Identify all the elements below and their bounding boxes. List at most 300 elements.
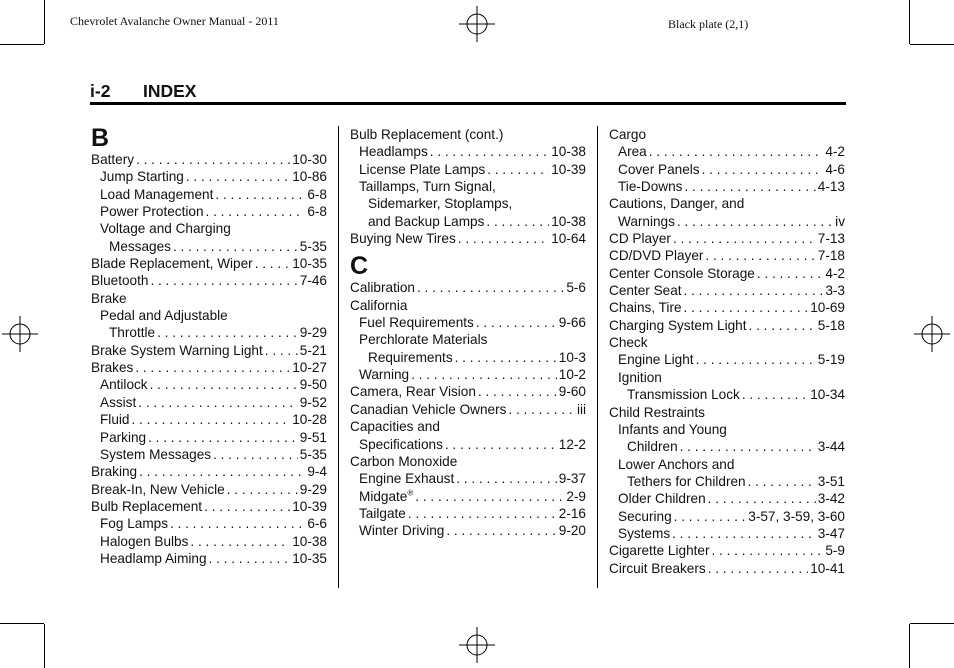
index-entry: [91, 168, 327, 185]
index-entry-term: [618, 369, 662, 386]
leader-dots: [213, 446, 298, 463]
index-entry-term-text: Fuel Requirements: [359, 315, 474, 331]
index-entry-term-text: Chains, Tire: [609, 300, 682, 316]
index-entry-term: [350, 401, 506, 418]
index-entry-term-text: Power Protection: [100, 204, 204, 220]
index-entry-term: [618, 178, 682, 195]
crop-mark: [909, 0, 910, 44]
index-entry-term: [627, 438, 678, 455]
index-entry-term: [618, 421, 727, 438]
leader-dots: [680, 438, 816, 455]
index-entry-page[interactable]: 10-64: [551, 231, 586, 247]
leader-dots: [684, 299, 809, 316]
index-entry-term: [618, 456, 734, 473]
index-entry-term-text: Load Management: [100, 186, 214, 202]
leader-dots: [408, 505, 557, 522]
index-entry-page[interactable]: 3-42: [817, 491, 845, 507]
index-entry-term-text: Battery: [91, 152, 135, 167]
index-entry: [91, 186, 327, 203]
index-entry-page[interactable]: 9-52: [299, 394, 327, 410]
index-entry-term-text: Carbon Monoxide: [350, 453, 458, 469]
index-entry-page[interactable]: 10-86: [292, 169, 327, 185]
index-entry-page[interactable]: 10-39: [551, 161, 586, 177]
index-entry-term: [609, 247, 703, 264]
index-entry: [609, 334, 845, 351]
leader-dots: [708, 560, 809, 577]
index-entry-term: [359, 522, 444, 539]
leader-dots: [742, 386, 808, 403]
index-entry-term-text: and Backup Lamps: [368, 213, 485, 229]
index-entry: [91, 151, 327, 168]
leader-dots: [157, 324, 298, 341]
index-entry-page[interactable]: 10-38: [551, 213, 586, 229]
index-entry-page[interactable]: 9-51: [299, 429, 327, 445]
index-entry-term-text: Taillamps, Turn Signal,: [359, 179, 496, 195]
index-column-1: [91, 126, 327, 567]
index-entry-term: [618, 490, 706, 507]
index-entry-term: [100, 186, 213, 203]
column-divider: [338, 126, 339, 588]
index-entry-term: [609, 404, 705, 421]
index-entry: [350, 213, 586, 230]
index-entry-page[interactable]: 9-29: [299, 325, 327, 341]
index-entry-term-text: Bluetooth: [91, 273, 149, 289]
index-entry-term-text: Pedal and Adjustable: [100, 308, 228, 324]
leader-dots: [649, 143, 824, 160]
index-entry-term: [100, 307, 228, 324]
index-entry-term-text: Charging System Light: [609, 317, 747, 333]
index-entry-term-text: Voltage and Charging: [100, 221, 231, 237]
index-entry-term-text: Fluid: [100, 412, 130, 428]
leader-dots: [478, 383, 557, 400]
index-entry-term-text: Messages: [109, 238, 171, 254]
index-entry-term: [609, 334, 648, 351]
leader-dots: [455, 349, 557, 366]
index-entry-page[interactable]: 10-3: [558, 349, 586, 365]
index-entry-term-text: Check: [609, 335, 648, 351]
leader-dots: [712, 542, 824, 559]
index-entry-term: [350, 453, 457, 470]
index-entry-term-text: Camera, Rear Vision: [350, 384, 476, 400]
index-entry-term-text: Specifications: [359, 436, 443, 452]
crop-mark: [910, 623, 954, 624]
index-entry-term: [100, 411, 129, 428]
index-entry-page[interactable]: 10-35: [292, 256, 327, 272]
index-entry-page[interactable]: 7-18: [817, 248, 845, 264]
index-entry-page[interactable]: 10-28: [292, 412, 327, 428]
index-entry: [350, 522, 586, 539]
index-entry-term-text: Warning: [359, 367, 410, 383]
index-entry-term-text: Center Seat: [609, 283, 682, 299]
index-entry-term: [100, 220, 231, 237]
index-entry-term-text: Area: [618, 144, 647, 160]
index-entry: [609, 421, 845, 438]
index-entry: [91, 342, 327, 359]
index-entry: [350, 331, 586, 348]
index-entry-term: [609, 560, 706, 577]
column-divider: [597, 126, 598, 588]
index-entry-term-text: License Plate Lamps: [359, 161, 486, 177]
index-entry: [91, 203, 327, 220]
index-entry-page[interactable]: 5-19: [817, 352, 845, 368]
index-entry: [609, 369, 845, 386]
index-entry-term-text: Infants and Young: [618, 421, 727, 437]
index-entry: [91, 255, 327, 272]
index-entry-term: [359, 366, 409, 383]
index-entry-term: [359, 505, 406, 522]
index-column-3: [609, 126, 845, 577]
index-entry-page[interactable]: iii: [576, 401, 586, 417]
index-entry-term-text: Requirements: [368, 349, 453, 365]
index-entry-term: [91, 151, 134, 168]
index-entry-term-text: Fog Lamps: [100, 516, 169, 532]
index-entry-term: [609, 299, 682, 316]
index-entry: [91, 307, 327, 324]
index-entry-term-text: CD Player: [609, 231, 671, 247]
index-entry-term: [609, 265, 755, 282]
index-entry-term: [100, 550, 207, 567]
leader-dots: [190, 533, 290, 550]
crop-mark: [0, 44, 44, 45]
leader-dots: [209, 550, 291, 567]
index-entry-page[interactable]: 4-13: [817, 179, 845, 195]
crop-mark: [44, 624, 45, 668]
index-entry-term-text: Lower Anchors and: [618, 456, 735, 472]
index-entry-term: [100, 429, 146, 446]
leader-dots: [445, 436, 557, 453]
leader-dots: [135, 359, 290, 376]
index-entry-term: [359, 436, 443, 453]
index-entry-term-text: Assist: [100, 394, 137, 410]
index-entry-term: [100, 533, 188, 550]
index-entry-page[interactable]: 10-27: [292, 360, 327, 376]
index-entry: [350, 366, 586, 383]
page-number: i-2: [90, 81, 111, 101]
index-entry-page[interactable]: 10-39: [292, 498, 327, 514]
index-entry: [609, 178, 845, 195]
index-entry-term: [350, 418, 440, 435]
index-entry-term: [100, 515, 168, 532]
index-entry-term: [350, 279, 415, 296]
leader-dots: [684, 282, 824, 299]
index-entry-term-text: Cargo: [609, 127, 647, 142]
index-entry: [609, 126, 845, 143]
index-entry-page[interactable]: 9-20: [558, 523, 586, 539]
index-column-2: [350, 126, 586, 540]
index-entry-term-text: Bulb Replacement: [91, 498, 203, 514]
index-entry-term: [100, 376, 148, 393]
index-entry: [609, 282, 845, 299]
index-entry-term: [618, 525, 670, 542]
plate-label: Black plate (2,1): [668, 17, 749, 31]
leader-dots: [139, 463, 305, 480]
index-entry: [609, 386, 845, 403]
index-entry-term: [359, 488, 413, 505]
index-entry-page[interactable]: 2-16: [558, 505, 586, 521]
index-entry: [609, 560, 845, 577]
index-entry-term-text: Older Children: [618, 491, 706, 507]
index-entry-term-text: Brake System Warning Light: [91, 342, 263, 358]
index-entry-page[interactable]: 9-50: [299, 377, 327, 393]
index-entry-term-text: Braking: [91, 464, 138, 480]
index-entry-term-text: Systems: [618, 525, 671, 541]
index-entry-page[interactable]: 3-57, 3-59, 3-60: [748, 508, 845, 524]
index-entry-term-text: Buying New Tires: [350, 231, 456, 247]
leader-dots: [677, 213, 833, 230]
index-entry-page[interactable]: 3-47: [817, 525, 845, 541]
index-entry-term: [100, 203, 204, 220]
index-entry-term: [618, 161, 700, 178]
index-entry-page[interactable]: 10-38: [551, 144, 586, 160]
index-entry-term: [350, 230, 456, 247]
index-entry-term-text: Cautions, Danger, and: [609, 196, 745, 212]
index-entry-page[interactable]: 9-37: [558, 471, 586, 487]
index-entry-page[interactable]: 2-9: [566, 488, 586, 504]
leader-dots: [148, 429, 298, 446]
crop-mark: [0, 623, 44, 624]
index-entry-term-text: Tethers for Children: [627, 473, 746, 489]
index-entry-term: [609, 230, 671, 247]
registration-mark-icon: [914, 316, 950, 352]
index-entry-term-text: Engine Exhaust: [359, 471, 455, 487]
index-entry-term: [368, 349, 453, 366]
index-entry-page[interactable]: 5-9: [825, 543, 845, 559]
index-entry-term: [350, 383, 476, 400]
index-entry: [609, 265, 845, 282]
index-entry-page[interactable]: 10-38: [292, 533, 327, 549]
index-entry: [350, 505, 586, 522]
index-entry: [350, 161, 586, 178]
leader-dots: [705, 247, 815, 264]
index-entry: [350, 453, 586, 470]
leader-dots: [150, 376, 298, 393]
leader-dots: [138, 394, 298, 411]
index-entry: [609, 213, 845, 230]
index-entry-term: [91, 359, 133, 376]
leader-dots: [696, 351, 816, 368]
index-entry-page[interactable]: 5-18: [817, 317, 845, 333]
index-entry-term: [100, 168, 184, 185]
index-entry-page[interactable]: 4-2: [825, 144, 845, 160]
leader-dots: [265, 342, 298, 359]
index-entry-page[interactable]: 10-35: [292, 550, 327, 566]
leader-dots: [486, 213, 549, 230]
leader-dots: [173, 238, 298, 255]
index-entry-page[interactable]: 9-66: [558, 315, 586, 331]
index-entry-term-text: Center Console Storage: [609, 265, 755, 281]
index-entry-page[interactable]: 9-4: [307, 464, 327, 480]
index-entry-page[interactable]: 10-34: [810, 387, 845, 403]
index-entry-term-text: Calibration: [350, 280, 415, 296]
index-entry-term: [609, 195, 744, 212]
index-entry-page[interactable]: 10-2: [558, 367, 586, 383]
index-entry-term: [359, 470, 454, 487]
leader-dots: [673, 230, 816, 247]
leader-dots: [674, 508, 747, 525]
leader-dots: [204, 498, 290, 515]
index-entry-page[interactable]: iv: [835, 213, 845, 229]
leader-dots: [508, 401, 575, 418]
index-entry-term: [91, 272, 148, 289]
index-entry: [91, 550, 327, 567]
index-entry: [91, 446, 327, 463]
index-entry-term-text: Halogen Bulbs: [100, 533, 189, 549]
leader-dots: [215, 186, 305, 203]
index-entry: [609, 161, 845, 178]
index-entry-term: [368, 195, 512, 212]
index-entry-page[interactable]: 5-21: [299, 342, 327, 358]
index-entry-term: [627, 473, 746, 490]
crop-mark: [44, 0, 45, 44]
leader-dots: [757, 265, 824, 282]
index-entry-term-text: Securing: [618, 508, 672, 524]
index-entry: [350, 383, 586, 400]
index-entry: [91, 411, 327, 428]
index-entry-term-text: Cover Panels: [618, 161, 700, 177]
index-entry-term-text: Blade Replacement, Wiper: [91, 256, 253, 272]
index-entry-page[interactable]: 3-51: [817, 473, 845, 489]
index-entry-term: [100, 446, 211, 463]
index-entry-page[interactable]: 10-41: [810, 560, 845, 576]
index-entry-page[interactable]: 5-35: [299, 446, 327, 462]
leader-dots: [255, 255, 291, 272]
index-entry-term-text: Tie-Downs: [618, 179, 683, 195]
registration-mark-icon: [459, 627, 495, 663]
index-entry: [350, 488, 586, 505]
index-entry: [91, 498, 327, 515]
manual-title: Chevrolet Avalanche Owner Manual - 2011: [70, 14, 279, 28]
index-entry-term: [91, 481, 225, 498]
index-entry: [350, 195, 586, 212]
index-entry-page[interactable]: 9-29: [299, 481, 327, 497]
registration-mark-icon: [2, 316, 38, 352]
index-entry-term-text: Cigarette Lighter: [609, 543, 710, 559]
index-entry-term: [609, 317, 747, 334]
leader-dots: [411, 366, 557, 383]
index-entry: [609, 508, 845, 525]
leader-dots: [415, 488, 564, 505]
index-entry-page[interactable]: 7-46: [299, 273, 327, 289]
section-title: INDEX: [143, 81, 197, 101]
index-entry-term: [359, 331, 487, 348]
index-entry-page[interactable]: 4-2: [825, 265, 845, 281]
index-entry: [609, 525, 845, 542]
index-entry-page[interactable]: 5-6: [566, 280, 586, 296]
index-entry-page[interactable]: 10-69: [810, 300, 845, 316]
index-entry: [350, 349, 586, 366]
index-entry-term-text: Jump Starting: [100, 169, 184, 185]
index-entry-term-text: Child Restraints: [609, 404, 705, 420]
index-entry-term: [91, 255, 253, 272]
registered-mark: ®: [407, 488, 414, 497]
index-entry: [609, 230, 845, 247]
index-entry-term-text: Parking: [100, 429, 147, 445]
index-entry: [91, 533, 327, 550]
leader-dots: [684, 178, 815, 195]
index-entry-term: [618, 213, 675, 230]
index-entry: [91, 220, 327, 237]
index-entry: [91, 324, 327, 341]
index-entry-term: [609, 126, 646, 143]
index-entry-term: [618, 143, 647, 160]
index-entry-term-text: Break-In, New Vehicle: [91, 481, 225, 497]
index-entry: [91, 272, 327, 289]
index-entry-term-text: Canadian Vehicle Owners: [350, 401, 507, 417]
index-entry-page[interactable]: 6-8: [307, 204, 327, 220]
leader-dots: [227, 481, 298, 498]
index-entry-term: [368, 213, 484, 230]
index-entry: [350, 230, 586, 247]
index-entry-term-text: Ignition: [618, 369, 662, 385]
index-entry: [609, 542, 845, 559]
index-entry: [91, 238, 327, 255]
leader-dots: [748, 473, 816, 490]
leader-dots: [131, 411, 290, 428]
index-entry-term: [618, 508, 672, 525]
index-entry: [91, 359, 327, 376]
index-entry: [609, 490, 845, 507]
leader-dots: [417, 279, 564, 296]
index-entry-term-text: Bulb Replacement (cont.): [350, 127, 504, 142]
index-entry: [350, 279, 586, 296]
index-entry-term: [359, 314, 474, 331]
registration-mark-icon: [459, 6, 495, 42]
index-entry-page[interactable]: 3-3: [825, 283, 845, 299]
index-entry: [91, 429, 327, 446]
index-entry-page[interactable]: 6-6: [307, 516, 327, 532]
index-entry-page[interactable]: 7-13: [817, 231, 845, 247]
index-entry-term-text: California: [350, 297, 408, 313]
index-entry-term: [100, 394, 136, 411]
index-entry-page[interactable]: 12-2: [558, 436, 586, 452]
index-entry-term-text: Headlamp Aiming: [100, 550, 207, 566]
leader-dots: [186, 168, 290, 185]
index-entry-page[interactable]: 3-44: [817, 439, 845, 455]
index-entry-term-text: System Messages: [100, 446, 212, 462]
index-letter-heading: B: [91, 124, 110, 152]
index-entry-term-text: CD/DVD Player: [609, 248, 704, 264]
crop-mark: [909, 624, 910, 668]
leader-dots: [702, 161, 824, 178]
index-entry-term: [359, 143, 428, 160]
index-entry-term: [359, 178, 496, 195]
index-entry: [91, 376, 327, 393]
leader-dots: [476, 314, 557, 331]
index-entry-term: [359, 161, 485, 178]
index-entry-page[interactable]: 6-8: [307, 186, 327, 202]
index-entry: [609, 438, 845, 455]
index-entry-term-text: Midgate: [359, 488, 408, 504]
index-entry-term-text: Winter Driving: [359, 523, 445, 539]
index-entry-page[interactable]: 10-30: [292, 152, 327, 167]
index-entry-term-text: Sidemarker, Stoplamps,: [368, 196, 513, 212]
index-entry: [350, 470, 586, 487]
index-entry: [609, 456, 845, 473]
index-entry-page[interactable]: 5-35: [299, 238, 327, 254]
index-entry-page[interactable]: 4-6: [825, 161, 845, 177]
leader-dots: [446, 522, 556, 539]
index-entry-page[interactable]: 9-60: [558, 384, 586, 400]
leader-dots: [749, 317, 816, 334]
index-entry-term-text: Capacities and: [350, 419, 440, 435]
index-entry: [609, 473, 845, 490]
index-entry-term-text: Antilock: [100, 377, 148, 393]
index-entry: [350, 418, 586, 435]
index-entry: [350, 178, 586, 195]
crop-mark: [910, 44, 954, 45]
index-entry: [609, 351, 845, 368]
index-entry-term-text: Brake: [91, 290, 127, 306]
